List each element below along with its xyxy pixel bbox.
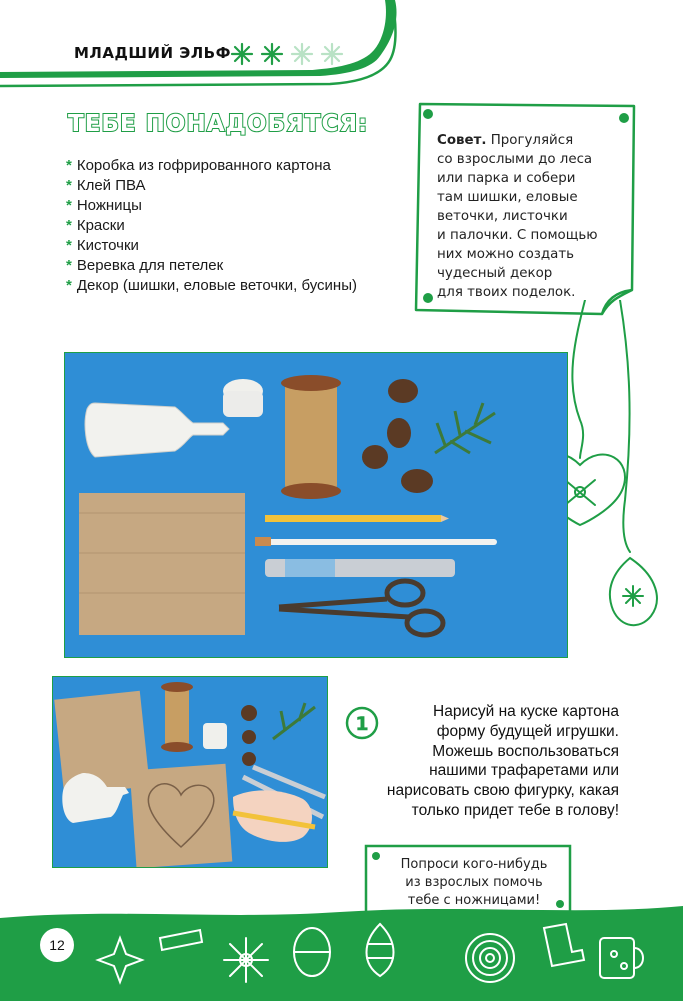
supply-item — [66, 196, 357, 216]
snowflake-icon — [232, 44, 282, 64]
supplies-title: ТЕБЕ ПОНАДОБЯТСЯ: — [68, 111, 369, 137]
snowflake-icon — [224, 938, 268, 982]
pencil — [265, 515, 441, 522]
page-number: 12 — [40, 928, 74, 962]
twine-spool — [285, 381, 337, 491]
bullet-star-icon: * — [66, 277, 72, 294]
supply-item — [66, 276, 357, 296]
supply-item-label: Коробка из гофрированного картона — [76, 157, 331, 174]
text-line: веточки, листочки — [437, 209, 568, 224]
bullet-star-icon: * — [66, 157, 72, 174]
fir-branch — [435, 403, 495, 453]
text-line: Нарисуй на куске картона — [433, 703, 619, 720]
text-line: там шишки, еловые — [437, 190, 578, 205]
cardboard-sheet — [79, 493, 245, 635]
bullet-star-icon: * — [66, 177, 72, 194]
difficulty-level — [228, 40, 348, 68]
text-line: Можешь воспользоваться — [432, 742, 619, 760]
glue-bottle — [85, 403, 229, 457]
supply-item-label: Ножницы — [76, 197, 142, 214]
text-line: Попроси кого-нибудь — [400, 857, 548, 872]
text-line: и палочки. С помощью — [437, 228, 598, 243]
supply-item-label: Декор (шишки, еловые веточки, бусины) — [76, 277, 357, 294]
text-line: Прогуляйся — [490, 133, 574, 148]
text-line: них можно создать — [437, 247, 575, 262]
scissors — [279, 581, 443, 635]
supplies-list — [66, 156, 357, 296]
bullet-star-icon: * — [66, 217, 72, 234]
footer-decoration — [0, 898, 683, 1001]
supplies-photo — [64, 352, 568, 658]
supply-item — [66, 236, 357, 256]
step-number: 1 — [355, 713, 369, 735]
supply-item-label: Краски — [76, 217, 125, 234]
brush — [261, 539, 497, 545]
supply-item — [66, 156, 357, 176]
supply-item — [66, 256, 357, 276]
step1-instructions — [344, 702, 619, 821]
pine-cones — [362, 379, 433, 493]
supply-item — [66, 176, 357, 196]
text-line: из взрослых помочь — [405, 875, 543, 890]
text-line: нашими трафаретами или — [429, 762, 619, 780]
bullet-star-icon: * — [66, 237, 72, 254]
step1-photo — [52, 676, 328, 868]
text-line: для твоих поделок. — [437, 285, 576, 300]
text-line: тебе с ножницами! — [407, 893, 541, 908]
text-line: со взрослыми до леса — [437, 152, 593, 167]
text-line: нарисовать свою фигурку, какая — [386, 782, 619, 800]
supply-item-label: Клей ПВА — [76, 177, 146, 194]
bullet-star-icon: * — [66, 257, 72, 274]
text-line: чудесный декор — [437, 266, 553, 281]
advice-body — [437, 133, 617, 302]
supply-item-label: Кисточки — [76, 237, 139, 254]
snowflake-faded-icon — [292, 44, 342, 64]
text-line: только придет тебе в голову! — [411, 801, 619, 819]
text-line: или парка и собери — [437, 171, 576, 186]
advice-label: Совет. — [437, 133, 487, 148]
advice-text — [437, 131, 617, 302]
supply-item — [66, 216, 357, 236]
series-title: МЛАДШИЙ ЭЛЬФ — [74, 44, 231, 62]
bullet-star-icon: * — [66, 197, 72, 214]
text-line: форму будущей игрушки. — [436, 722, 619, 740]
supply-item-label: Веревка для петелек — [76, 257, 224, 274]
